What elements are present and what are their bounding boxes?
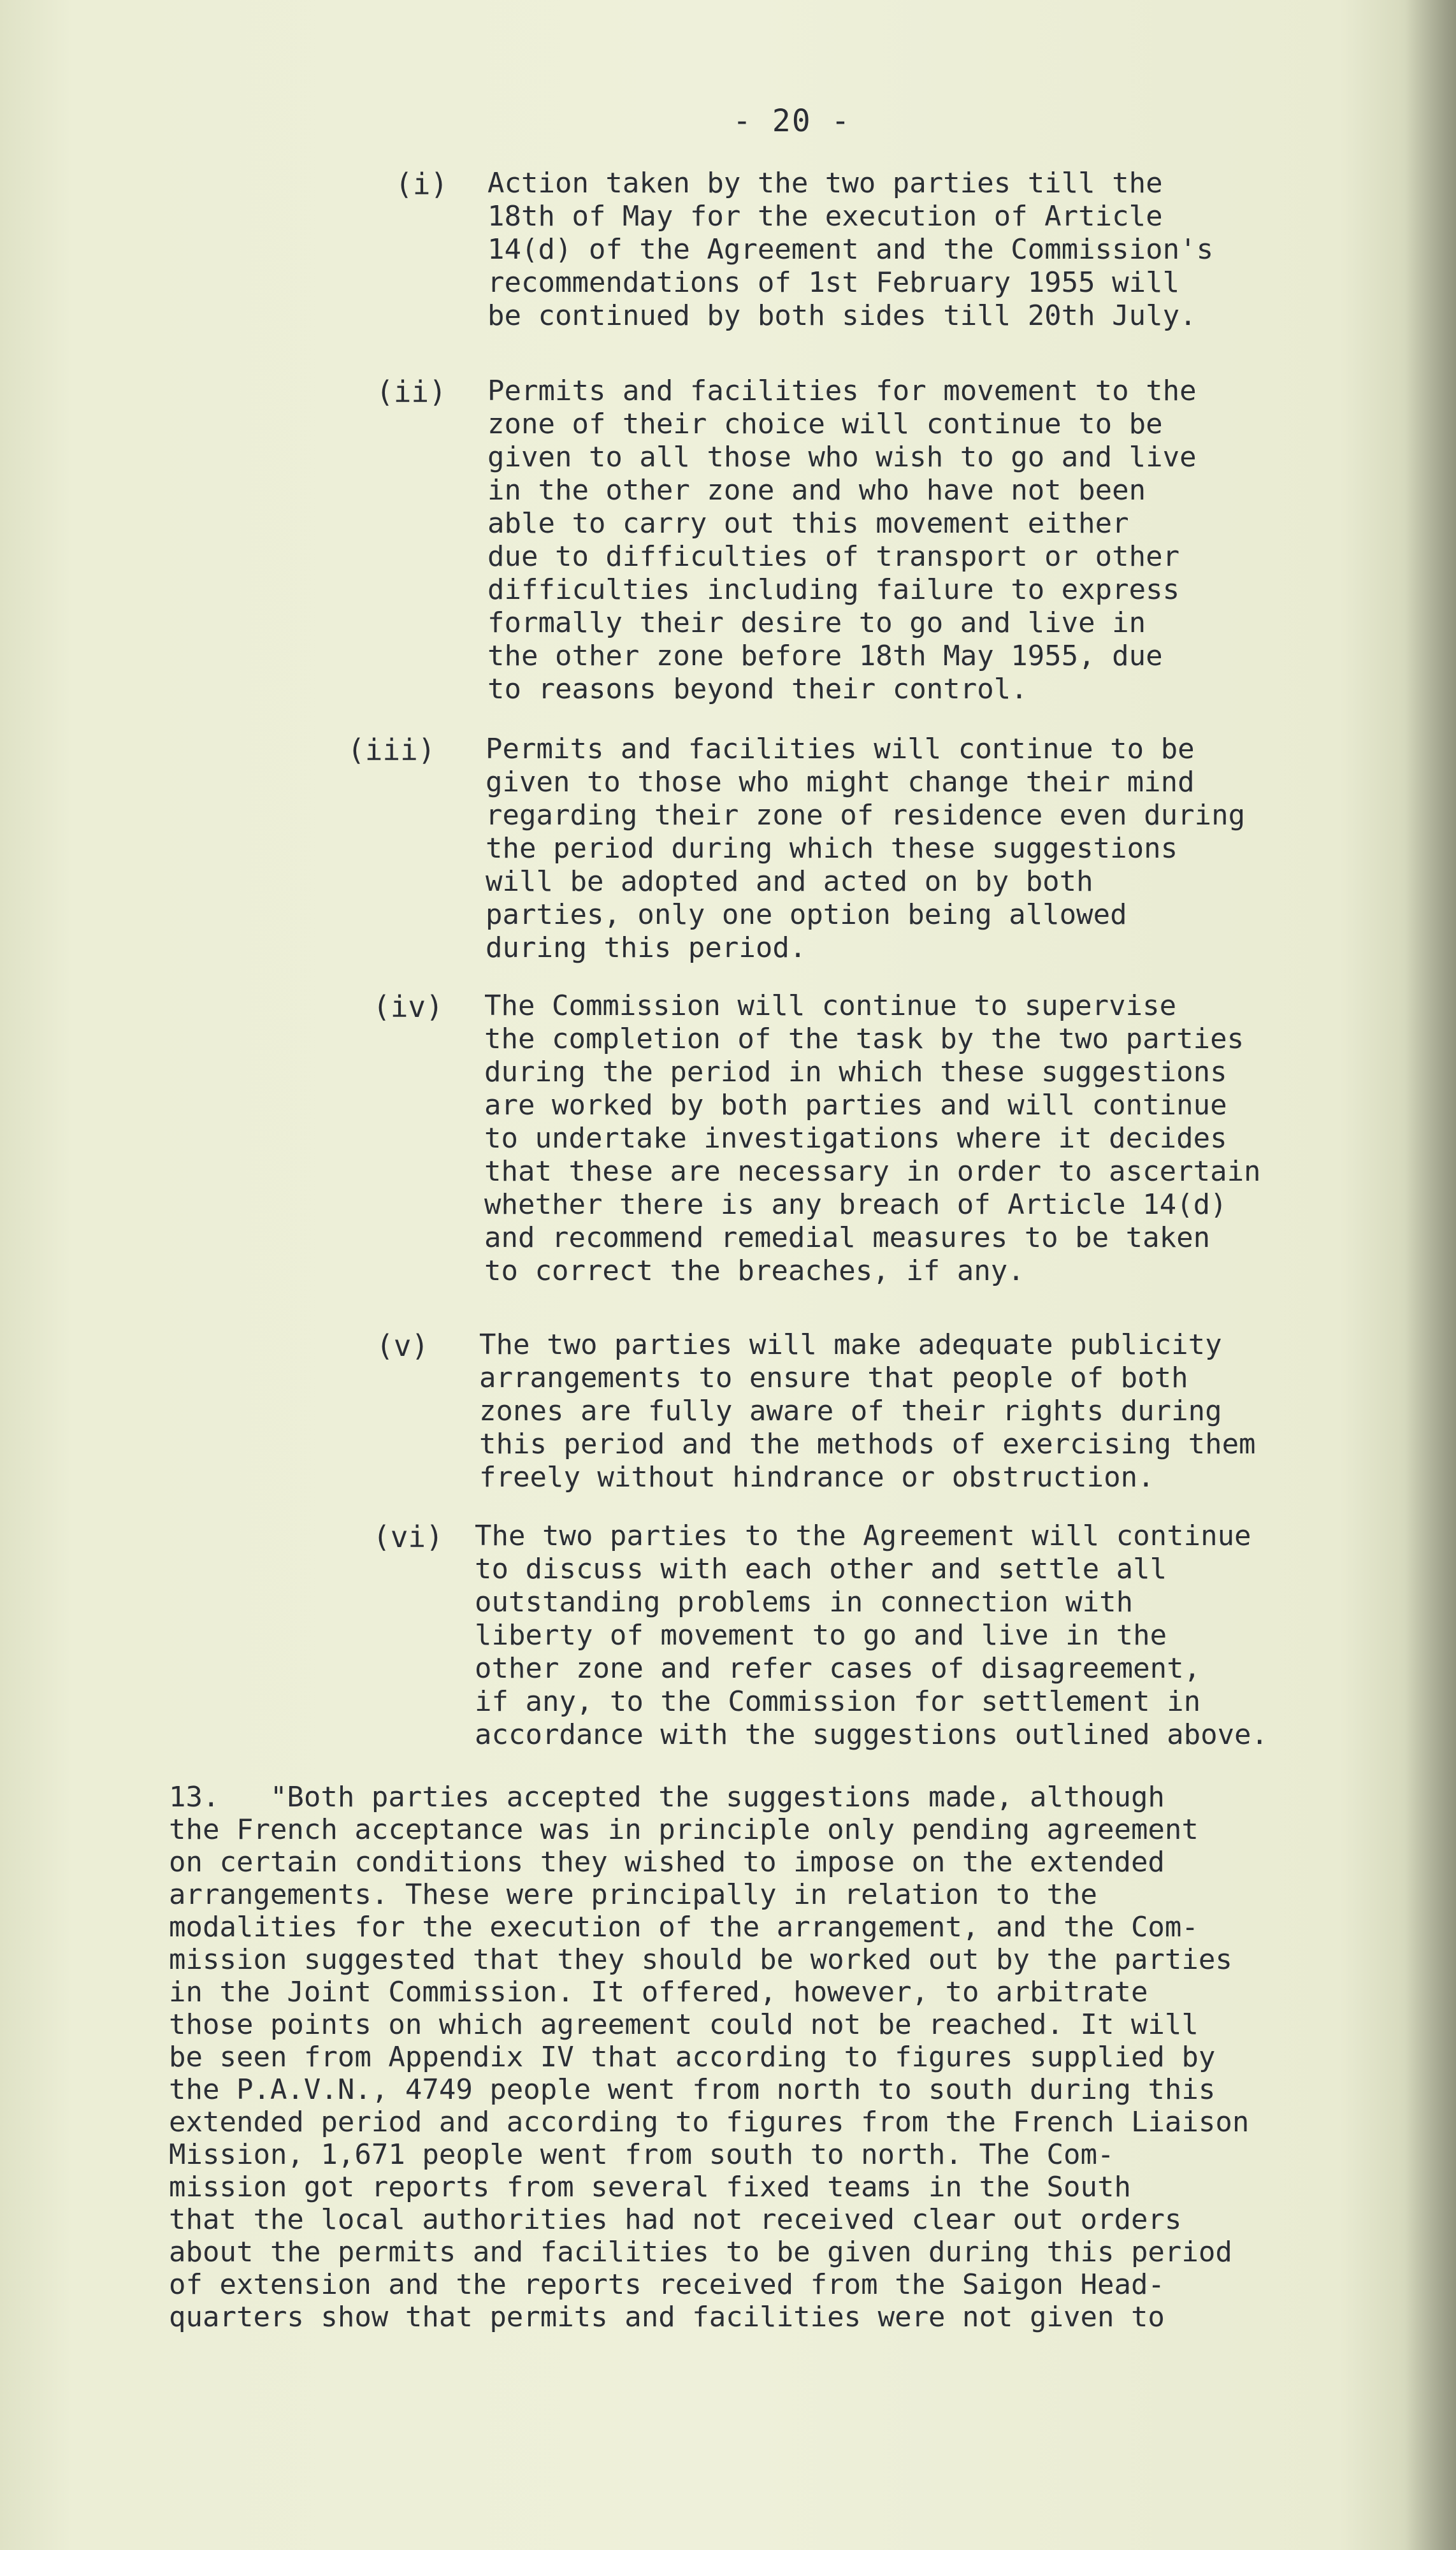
text-line: and recommend remedial measures to be taken: [484, 1221, 1211, 1254]
text-line: 14(d) of the Agreement and the Commission's: [487, 233, 1214, 266]
text-line: regarding their zone of residence even during: [486, 799, 1246, 832]
page-number: - 20 -: [733, 103, 851, 139]
suggestion-label: (iv): [373, 990, 443, 1024]
text-line: the P.A.V.N., 4749 people went from north to south during this: [169, 2073, 1216, 2106]
text-line: about the permits and facilities to be given during this period: [169, 2236, 1232, 2268]
text-line: the other zone before 18th May 1955, due: [487, 640, 1163, 672]
text-line: extended period and according to figures from the French Liaison: [169, 2106, 1250, 2138]
text-line: The two parties will make adequate publicity: [479, 1329, 1222, 1361]
text-line: quarters show that permits and facilities were not given to: [169, 2301, 1165, 2333]
text-line: zones are fully aware of their rights during: [479, 1395, 1222, 1427]
text-line: 18th of May for the execution of Article: [487, 200, 1163, 233]
text-line: Permits and facilities will continue to be: [486, 733, 1195, 765]
text-line: The Commission will continue to supervise: [484, 990, 1177, 1022]
text-line: arrangements to ensure that people of both: [479, 1362, 1188, 1394]
suggestion-text: [487, 167, 1213, 333]
text-line: recommendations of 1st February 1955 will: [487, 266, 1180, 299]
text-line: that the local authorities had not received clear out orders: [169, 2203, 1182, 2236]
text-line: parties, only one option being allowed: [486, 898, 1127, 931]
suggestion-text: [486, 733, 1245, 965]
text-line: arrangements. These were principally in relation to the: [169, 1878, 1097, 1911]
suggestion-label: (iii): [347, 733, 436, 767]
text-line: the French acceptance was in principle only pending agreement: [169, 1813, 1199, 1846]
text-line: Action taken by the two parties till the: [487, 167, 1163, 199]
text-line: to undertake investigations where it decides: [484, 1122, 1227, 1155]
text-line: mission got reports from several fixed teams in the South: [169, 2171, 1131, 2203]
text-line: those points on which agreement could not be reached. It will: [169, 2008, 1199, 2041]
text-line: to discuss with each other and settle all: [475, 1553, 1167, 1585]
suggestion-label: (vi): [373, 1520, 443, 1554]
text-line: will be adopted and acted on by both: [486, 865, 1093, 898]
text-line: modalities for the execution of the arrangement, and the Com-: [169, 1911, 1199, 1943]
text-line: given to all those who wish to go and live: [487, 441, 1197, 473]
text-line: in the other zone and who have not been: [487, 474, 1146, 507]
text-line: formally their desire to go and live in: [487, 607, 1146, 639]
text-line: of extension and the reports received from the Saigon Head-: [169, 2268, 1165, 2301]
text-line: that these are necessary in order to ascertain: [484, 1155, 1261, 1188]
text-line: Permits and facilities for movement to the: [487, 375, 1197, 407]
text-line: due to difficulties of transport or other: [487, 540, 1180, 573]
text-line: mission suggested that they should be worked out by the parties: [169, 1943, 1232, 1976]
text-line: 13. "Both parties accepted the suggestions made, although: [169, 1781, 1165, 1813]
suggestion-text: [487, 375, 1197, 706]
text-line: liberty of movement to go and live in the: [475, 1619, 1167, 1652]
text-line: outstanding problems in connection with: [475, 1586, 1134, 1618]
text-line: if any, to the Commission for settlement in: [475, 1685, 1201, 1718]
suggestion-text: [475, 1520, 1268, 1752]
text-line: to correct the breaches, if any.: [484, 1255, 1025, 1287]
text-line: difficulties including failure to express: [487, 573, 1180, 606]
suggestion-label: (ii): [376, 375, 447, 409]
text-line: are worked by both parties and will continue: [484, 1089, 1227, 1121]
text-line: during this period.: [486, 932, 807, 964]
text-line: the completion of the task by the two parties: [484, 1023, 1244, 1055]
suggestion-label: (i): [395, 167, 449, 201]
paragraph-13: [169, 1781, 1249, 2333]
text-line: whether there is any breach of Article 14(d): [484, 1188, 1227, 1221]
text-line: other zone and refer cases of disagreement,: [475, 1652, 1201, 1685]
page-edge-shadow: [1405, 0, 1456, 2550]
text-line: zone of their choice will continue to be: [487, 408, 1163, 440]
text-line: to reasons beyond their control.: [487, 673, 1028, 705]
text-line: The two parties to the Agreement will continue: [475, 1520, 1251, 1552]
suggestion-label: (v): [376, 1329, 429, 1363]
text-line: on certain conditions they wished to impose on the extended: [169, 1846, 1165, 1878]
text-line: this period and the methods of exercising them: [479, 1428, 1256, 1460]
text-line: the period during which these suggestions: [486, 832, 1178, 865]
text-line: in the Joint Commission. It offered, however, to arbitrate: [169, 1976, 1148, 2008]
text-line: able to carry out this movement either: [487, 507, 1129, 540]
text-line: freely without hindrance or obstruction.: [479, 1461, 1155, 1494]
text-line: during the period in which these suggestions: [484, 1056, 1227, 1088]
text-line: accordance with the suggestions outlined above.: [475, 1718, 1269, 1751]
text-line: be continued by both sides till 20th July.: [487, 299, 1197, 332]
suggestion-text: [484, 990, 1261, 1288]
text-line: be seen from Appendix IV that according to figures supplied by: [169, 2041, 1216, 2073]
suggestion-text: [479, 1329, 1256, 1494]
text-line: Mission, 1,671 people went from south to north. The Com-: [169, 2138, 1114, 2171]
text-line: given to those who might change their mind: [486, 766, 1195, 798]
